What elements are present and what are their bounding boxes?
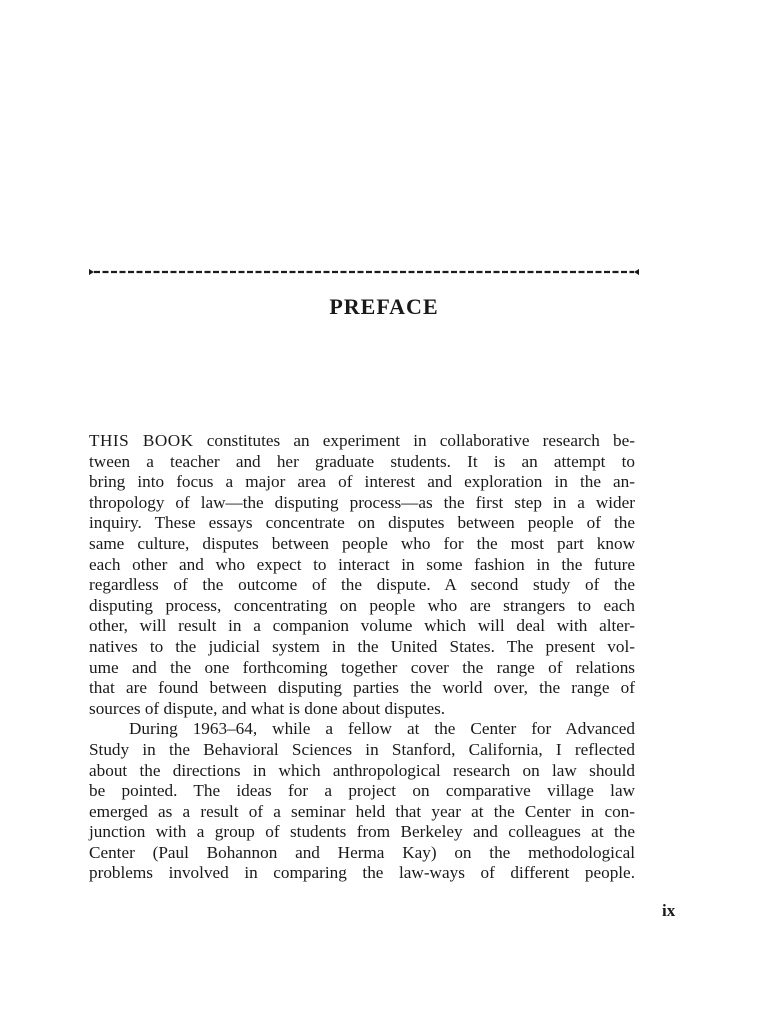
text-line: about the directions in which anthropological research on law should bbox=[89, 760, 635, 780]
lead-in-small-caps: THIS BOOK bbox=[89, 431, 194, 450]
text-line: tween a teacher and her graduate students. It is an attempt to bbox=[89, 451, 635, 471]
decorative-rule bbox=[88, 266, 640, 278]
text-line: Center (Paul Bohannon and Herma Kay) on the methodological bbox=[89, 842, 635, 862]
text-line-content: constitutes an experiment in collaborative research be- bbox=[193, 431, 635, 450]
text-line: ume and the one forthcoming together cover the range of relations bbox=[89, 657, 635, 677]
text-line bbox=[89, 431, 635, 452]
text-line: Study in the Behavioral Sciences in Stanford, California, I reflected bbox=[89, 739, 635, 759]
paragraph-2 bbox=[89, 719, 635, 884]
text-line: disputing process, concentrating on people who are strangers to each bbox=[89, 595, 635, 615]
paragraph-1 bbox=[89, 431, 635, 719]
preface-body bbox=[89, 431, 635, 884]
text-line: bring into focus a major area of interest and exploration in the an- bbox=[89, 472, 635, 492]
text-line: thropology of law—the disputing process—as the first step in a wider bbox=[89, 492, 635, 512]
text-line: sources of dispute, and what is done about disputes. bbox=[89, 698, 446, 718]
page-number: ix bbox=[662, 901, 676, 920]
text-line: problems involved in comparing the law-ways of different people. bbox=[89, 863, 635, 883]
text-line: junction with a group of students from Berkeley and colleagues at the bbox=[89, 822, 635, 842]
text-line: that are found between disputing parties the world over, the range of bbox=[89, 678, 635, 698]
text-line: During 1963–64, while a fellow at the Center for Advanced bbox=[129, 719, 635, 739]
text-line: same culture, disputes between people who for the most part know bbox=[89, 533, 635, 553]
page-title: PREFACE bbox=[329, 294, 439, 319]
text-line: other, will result in a companion volume which will deal with alter- bbox=[89, 616, 635, 636]
text-line: each other and who expect to interact in some fashion in the future bbox=[89, 554, 635, 574]
text-line: emerged as a result of a seminar held that year at the Center in con- bbox=[89, 801, 635, 821]
text-line: inquiry. These essays concentrate on disputes between people of the bbox=[89, 513, 635, 533]
text-line: be pointed. The ideas for a project on comparative village law bbox=[89, 781, 635, 801]
text-line: natives to the judicial system in the United States. The present vol- bbox=[89, 636, 635, 656]
text-line: regardless of the outcome of the dispute. A second study of the bbox=[89, 575, 635, 595]
